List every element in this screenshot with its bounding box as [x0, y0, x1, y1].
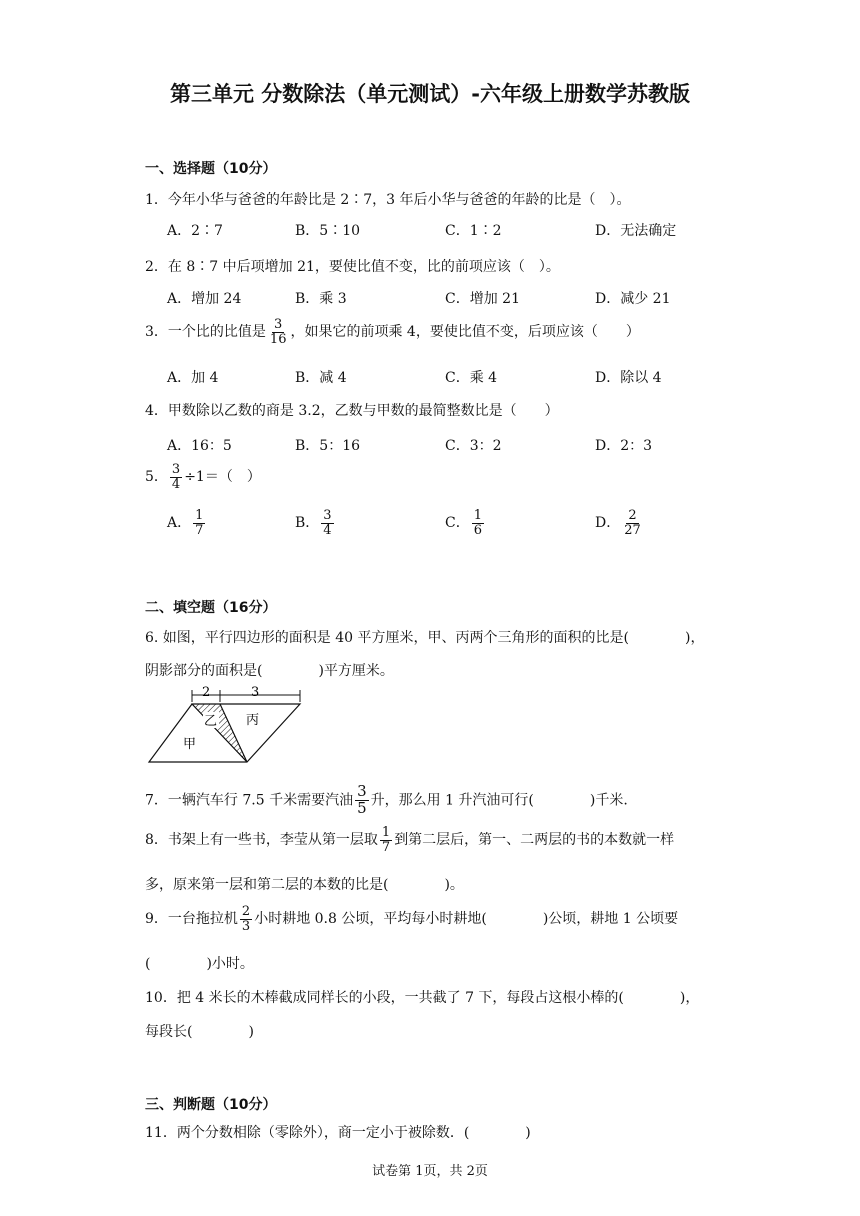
- q5-option-b-fraction: [321, 509, 333, 537]
- q8-frac-num: 1: [381, 825, 391, 840]
- q5-option-c-label: C．: [445, 515, 470, 532]
- q5-option-a-num: 1: [195, 508, 204, 523]
- q5-text-pre: 5．: [145, 469, 168, 486]
- question-6-line2: 阴影部分的面积是( )平方厘米。: [145, 663, 394, 679]
- q5-option-c: [445, 509, 486, 537]
- q5-text-post: ÷1＝（ ）: [184, 469, 261, 486]
- figure-label-3: 3: [251, 685, 260, 700]
- q5-option-a-den: 7: [195, 522, 204, 538]
- q4-option-d: D．2：3: [595, 438, 653, 454]
- figure-label-bing: 丙: [246, 713, 260, 728]
- q5-option-c-den: 6: [473, 522, 482, 538]
- q5-option-d-den: 27: [624, 522, 641, 538]
- q3-option-d: D．除以 4: [595, 370, 662, 386]
- q5-option-b-label: B．: [295, 515, 320, 532]
- q2-option-c: C．增加 21: [445, 291, 520, 307]
- q3-frac-den: 16: [269, 331, 287, 347]
- section-heading-fill: 二、填空题（16分）: [145, 600, 277, 616]
- section-heading-choice: 一、选择题（10分）: [145, 161, 277, 177]
- q5-frac-num: 3: [171, 462, 181, 477]
- question-8-line2: 多，原来第一层和第二层的本数的比是( )。: [145, 877, 464, 893]
- q9-text-pre: 9．一台拖拉机: [145, 911, 238, 928]
- q3-frac-num: 3: [274, 317, 283, 332]
- q3-text-pre: 3．一个比的比值是: [145, 324, 266, 341]
- figure-label-yi: 乙: [204, 714, 218, 729]
- q1-option-d: D．无法确定: [595, 223, 677, 239]
- q8-text-pre: 8．书架上有一些书，李莹从第一层取: [145, 832, 378, 849]
- question-10-line1: 10．把 4 米长的木棒截成同样长的小段，一共截了 7 下，每段占这根小棒的( )，: [145, 990, 700, 1006]
- question-10-line2: 每段长( ): [145, 1024, 254, 1040]
- q5-frac-den: 4: [171, 476, 181, 492]
- q5-fraction: [170, 463, 182, 491]
- q2-option-d: D．减少 21: [595, 291, 671, 307]
- q9-text-post: 小时耕地 0.8 公顷，平均每小时耕地( )公顷，耕地 1 公顷要: [254, 911, 679, 928]
- section-heading-judge: 三、判断题（10分）: [145, 1097, 277, 1113]
- question-6-line1: 6. 如图，平行四边形的面积是 40 平方厘米，甲、丙两个三角形的面积的比是( )，: [145, 630, 705, 646]
- q9-fraction: [240, 905, 252, 933]
- q7-frac-den: 5: [357, 798, 367, 817]
- q5-option-c-num: 1: [473, 508, 482, 523]
- question-9-line2: ( )小时。: [145, 956, 254, 972]
- question-5: [145, 463, 261, 491]
- q3-option-a: A．加 4: [167, 370, 219, 386]
- q7-frac-num: 3: [357, 782, 367, 800]
- q7-text-post: 升，那么用 1 升汽油可行( )千米.: [370, 792, 628, 809]
- q4-option-c: C．3：2: [445, 438, 502, 454]
- question-8-line1: [145, 826, 674, 854]
- q9-frac-den: 3: [241, 918, 251, 934]
- q9-frac-num: 2: [241, 904, 251, 919]
- q5-option-d-fraction: [622, 509, 643, 537]
- q7-fraction: [355, 784, 369, 817]
- q5-option-a-fraction: [193, 509, 205, 537]
- q8-fraction: [380, 826, 392, 854]
- question-2: 2．在 8∶7 中后项增加 21，要使比值不变，比的前项应该（ ）。: [145, 259, 560, 275]
- q5-option-d-label: D．: [595, 515, 621, 532]
- page-title: 第三单元 分数除法（单元测试）-六年级上册数学苏教版: [169, 82, 691, 106]
- q2-option-b: B．乘 3: [295, 291, 347, 307]
- question-1: 1．今年小华与爸爸的年龄比是 2∶7，3 年后小华与爸爸的年龄的比是（ ）。: [145, 192, 631, 208]
- q3-option-b: B．减 4: [295, 370, 347, 386]
- q5-option-b-den: 4: [323, 522, 332, 538]
- q1-option-a: A．2∶7: [167, 223, 223, 239]
- q7-text-pre: 7．一辆汽车行 7.5 千米需要汽油: [145, 792, 354, 809]
- q5-option-d: [595, 509, 645, 537]
- q3-option-c: C．乘 4: [445, 370, 498, 386]
- q8-text-post: 到第二层后，第一、二两层的书的本数就一样: [394, 832, 675, 849]
- q5-option-d-num: 2: [628, 508, 637, 523]
- parallelogram-figure: [145, 684, 305, 768]
- question-11: 11．两个分数相除（零除外），商一定小于被除数．( ): [145, 1125, 531, 1141]
- figure-label-jia: 甲: [183, 737, 197, 752]
- q1-option-c: C．1∶2: [445, 223, 502, 239]
- question-7: [145, 784, 628, 817]
- q8-frac-den: 7: [381, 839, 391, 855]
- q2-option-a: A．增加 24: [167, 291, 242, 307]
- question-4: 4．甲数除以乙数的商是 3.2，乙数与甲数的最简整数比是（ ）: [145, 403, 559, 419]
- q5-option-c-fraction: [472, 509, 484, 537]
- figure-label-2: 2: [202, 685, 211, 700]
- q5-option-a-label: A．: [167, 515, 192, 532]
- question-9-line1: [145, 905, 678, 933]
- question-3: [145, 318, 640, 346]
- q3-text-post: ，如果它的前项乘 4，要使比值不变，后项应该（ ）: [290, 324, 640, 341]
- page-footer: 试卷第 1页，共 2页: [372, 1164, 488, 1179]
- q3-fraction: [268, 318, 289, 346]
- q5-option-b: [295, 509, 336, 537]
- q5-option-a: [167, 509, 207, 537]
- q5-option-b-num: 3: [323, 508, 332, 523]
- q4-option-a: A．16：5: [167, 438, 232, 454]
- q4-option-b: B．5：16: [295, 438, 361, 454]
- q1-option-b: B．5∶10: [295, 223, 361, 239]
